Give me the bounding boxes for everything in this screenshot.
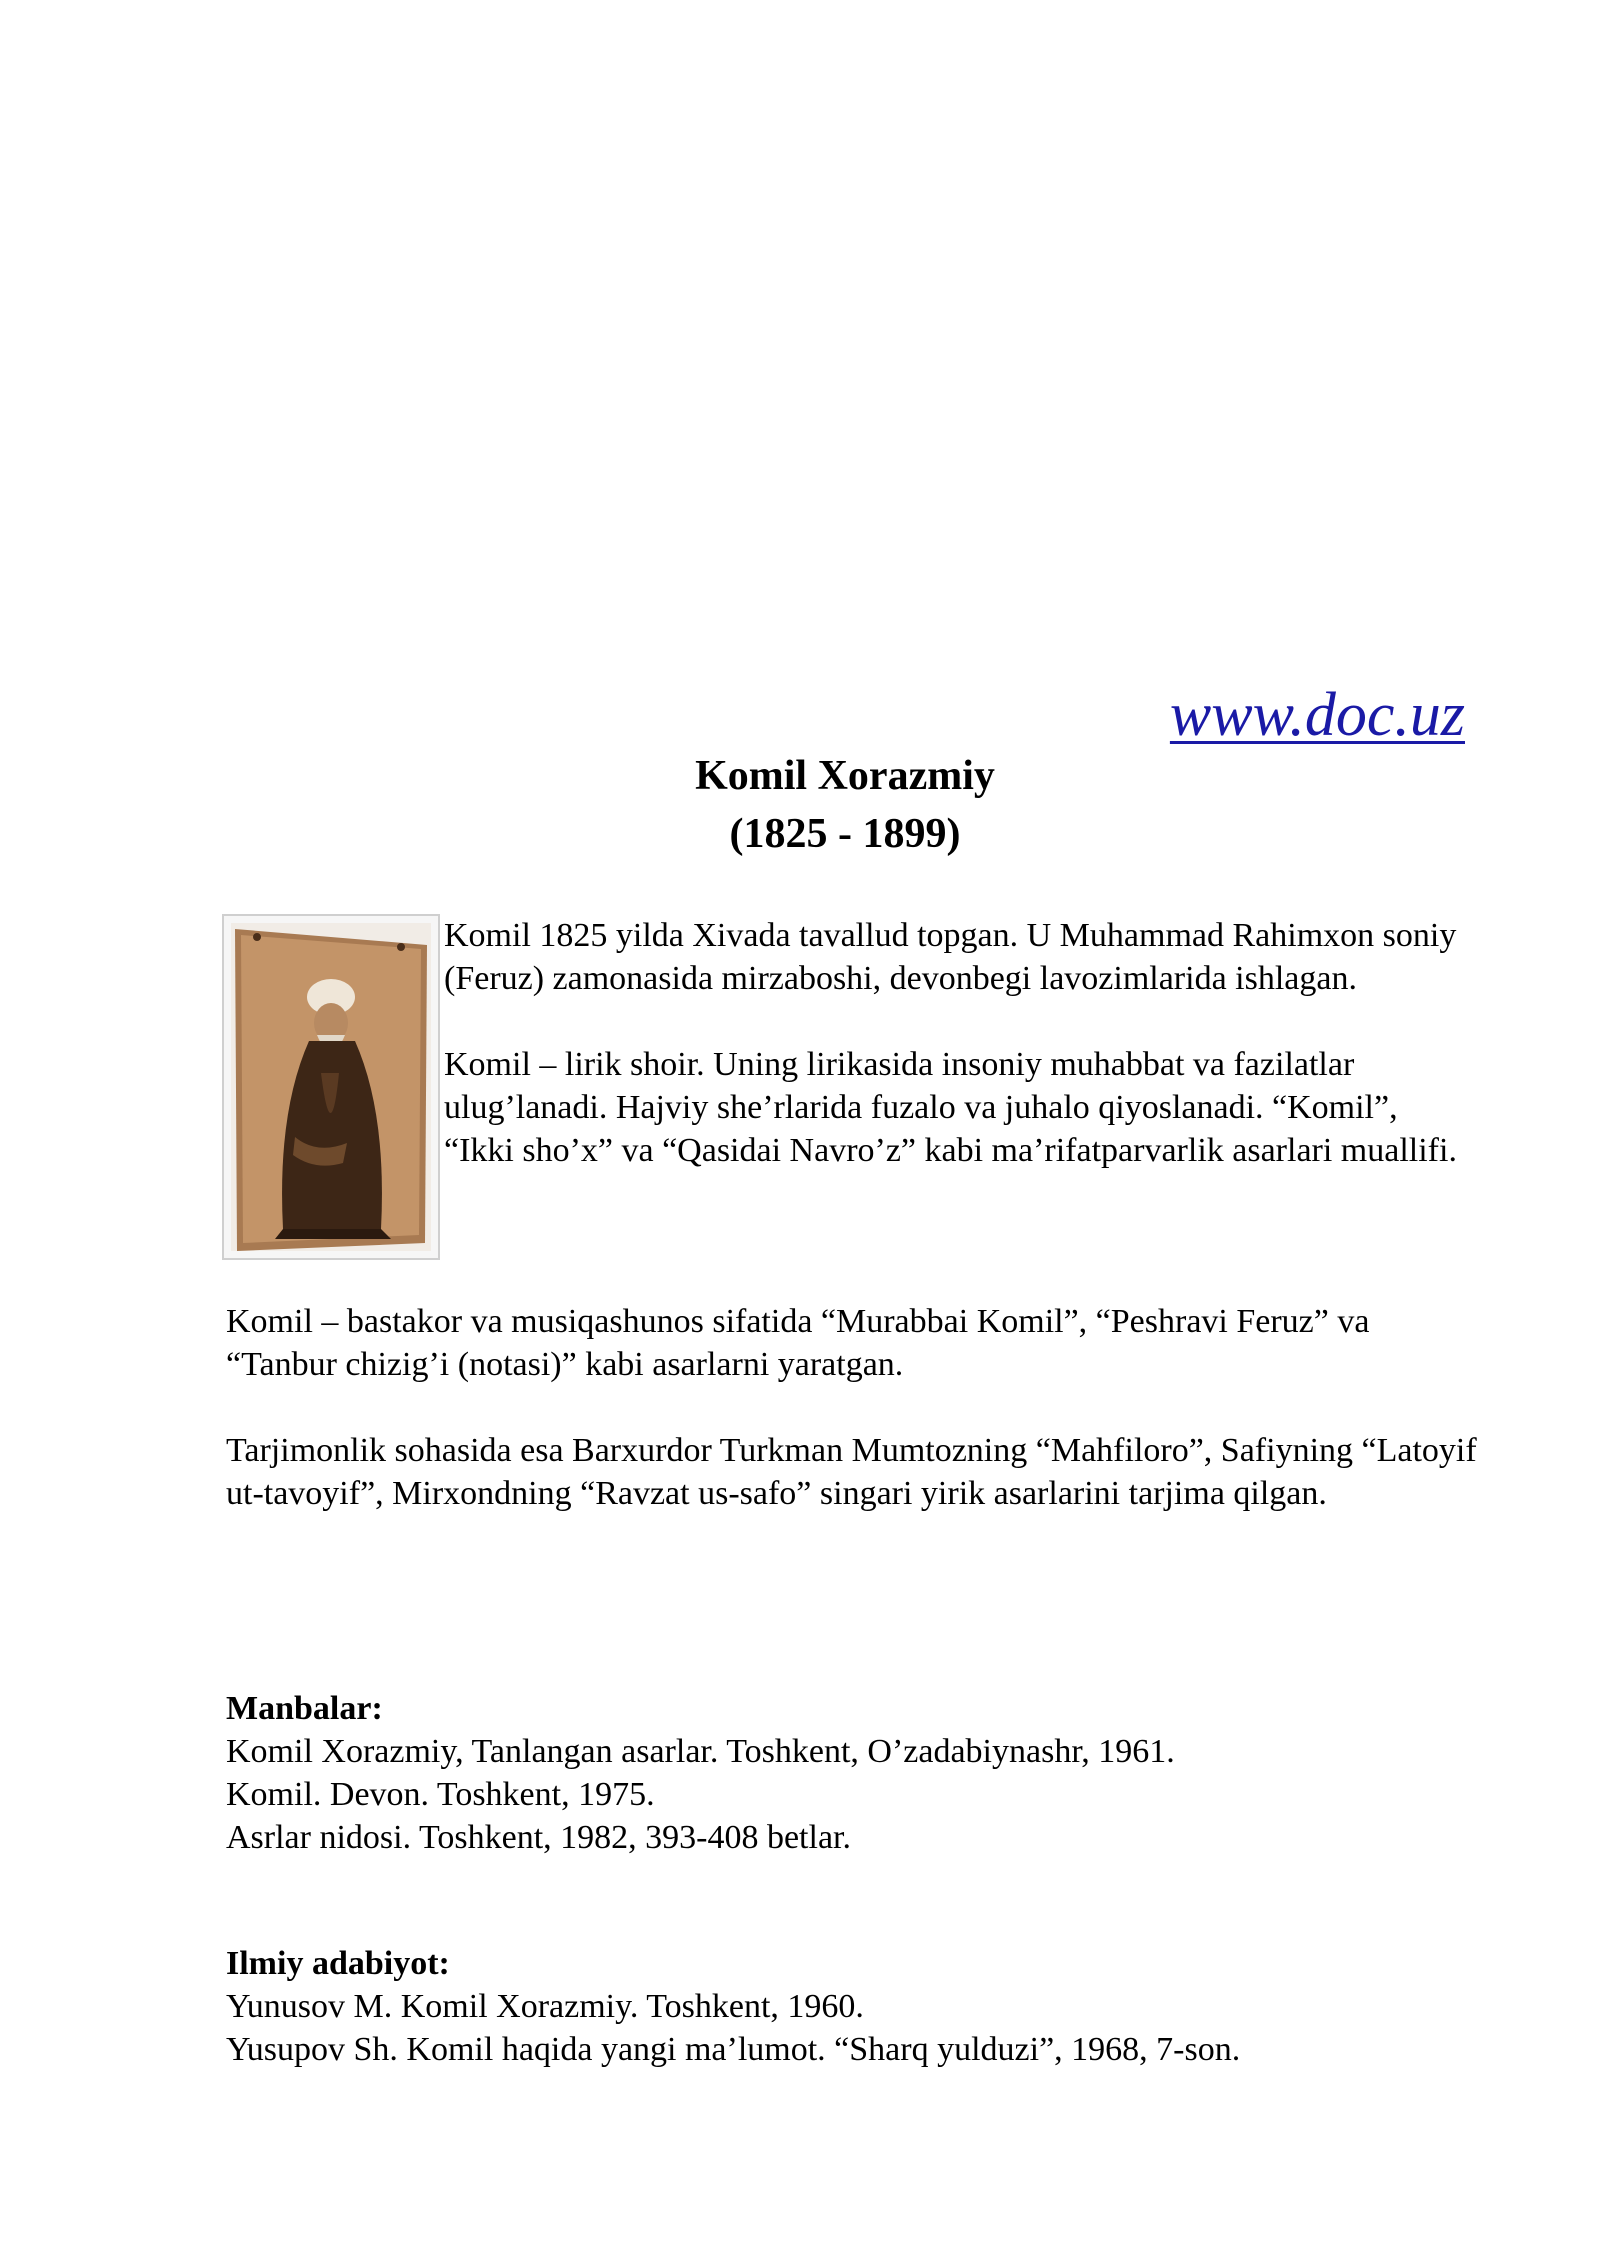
sources-section bbox=[226, 1687, 1486, 1859]
composer-paragraph bbox=[226, 1300, 1486, 1386]
life-dates: (1825 - 1899) bbox=[729, 811, 961, 857]
sources-heading: Manbalar: bbox=[226, 1690, 383, 1727]
literature-item: Yunusov M. Komil Xorazmiy. Toshkent, 1960. bbox=[226, 1988, 864, 2025]
intro-paragraph-1: Komil 1825 yilda Xivada tavallud topgan. U Muhammad Rahimxon soniy (Feruz) zamonasida mirzaboshi, devonbegi lavozimlarida ishlagan. bbox=[444, 917, 1457, 997]
intro-text bbox=[444, 914, 1474, 1215]
body-paragraph-1: Komil – bastakor va musiqashunos sifatida “Murabbai Komil”, “Peshravi Feruz” va “Tanbur chizig’i (notasi)” kabi asarlarni yaratgan. bbox=[226, 1303, 1370, 1383]
literature-section bbox=[226, 1942, 1486, 2071]
portrait-drawing bbox=[231, 923, 431, 1251]
source-item: Komil Xorazmiy, Tanlangan asarlar. Toshkent, O’zadabiynashr, 1961. bbox=[226, 1733, 1175, 1770]
literature-heading: Ilmiy adabiyot: bbox=[226, 1945, 450, 1982]
page-title: Komil Xorazmiy bbox=[695, 753, 995, 799]
site-link[interactable]: www.doc.uz bbox=[1169, 681, 1465, 749]
sources-list bbox=[226, 1730, 1486, 1859]
literature-list bbox=[226, 1985, 1486, 2071]
portrait-image bbox=[222, 914, 440, 1260]
translation-paragraph bbox=[226, 1429, 1486, 1515]
body-paragraph-2: Tarjimonlik sohasida esa Barxurdor Turkman Mumtozning “Mahfiloro”, Safiyning “Latoyif ut-tavoyif”, Mirxondning “Ravzat us-safo” singari yirik asarlarini tarjima qilgan. bbox=[226, 1432, 1477, 1512]
source-item: Komil. Devon. Toshkent, 1975. bbox=[226, 1776, 655, 1813]
source-item: Asrlar nidosi. Toshkent, 1982, 393-408 betlar. bbox=[226, 1819, 851, 1856]
intro-paragraph-2: Komil – lirik shoir. Uning lirikasida insoniy muhabbat va fazilatlar ulug’lanadi. Hajviy she’rlarida fuzalo va juhalo qiyoslanadi. “Komil”, “Ikki sho’x” va “Qasidai Navro’z” kabi ma’rifatparvarlik asarlari muallifi. bbox=[444, 1046, 1457, 1169]
literature-item: Yusupov Sh. Komil haqida yangi ma’lumot. “Sharq yulduzi”, 1968, 7-son. bbox=[226, 2031, 1241, 2068]
